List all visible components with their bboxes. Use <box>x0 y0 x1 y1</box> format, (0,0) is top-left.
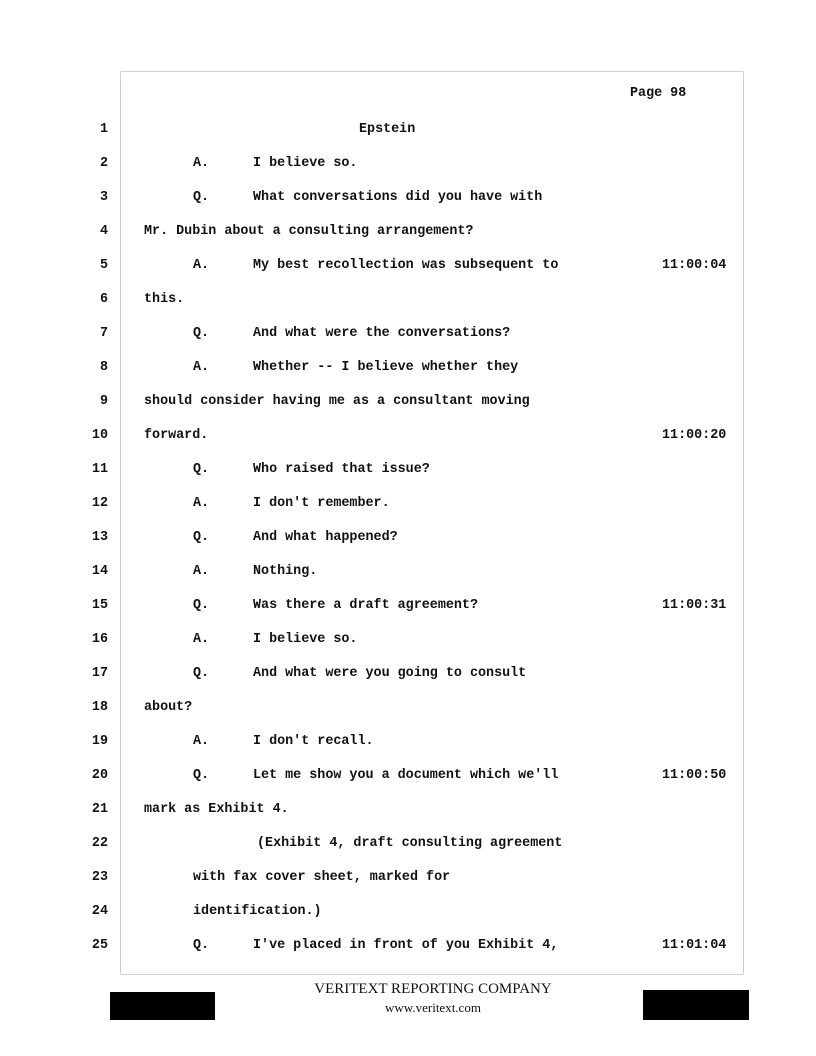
line-number: 1 <box>99 122 108 137</box>
line-text: about? <box>144 700 193 715</box>
line-number: 9 <box>99 394 108 409</box>
line-number: 23 <box>91 870 108 885</box>
line-number: 4 <box>99 224 108 239</box>
line-text: with fax cover sheet, marked for <box>193 870 451 885</box>
speaker-label: A. <box>193 632 210 647</box>
line-text: Was there a draft agreement? <box>253 598 478 613</box>
speaker-label: Q. <box>193 598 210 613</box>
timestamp: 11:00:20 <box>662 428 727 443</box>
line-text: I don't recall. <box>253 734 374 749</box>
line-number: 16 <box>91 632 108 647</box>
line-number: 20 <box>91 768 108 783</box>
line-text: Nothing. <box>253 564 318 579</box>
line-number: 7 <box>99 326 108 341</box>
line-text: (Exhibit 4, draft consulting agreement <box>257 836 563 851</box>
line-number: 12 <box>91 496 108 511</box>
speaker-label: Q. <box>193 768 210 783</box>
line-number: 19 <box>91 734 108 749</box>
speaker-label: A. <box>193 564 210 579</box>
line-text: I believe so. <box>253 156 358 171</box>
line-number: 21 <box>91 802 108 817</box>
speaker-label: A. <box>193 496 210 511</box>
line-number: 22 <box>91 836 108 851</box>
line-text: What conversations did you have with <box>253 190 543 205</box>
line-number: 25 <box>91 938 108 953</box>
speaker-label: A. <box>193 360 210 375</box>
line-text: forward. <box>144 428 209 443</box>
speaker-label: Q. <box>193 462 210 477</box>
speaker-label: Q. <box>193 326 210 341</box>
speaker-label: A. <box>193 156 210 171</box>
page-number: Page 98 <box>630 86 687 101</box>
line-number: 8 <box>99 360 108 375</box>
line-number: 2 <box>99 156 108 171</box>
footer-website: www.veritext.com <box>385 1000 481 1015</box>
line-text: mark as Exhibit 4. <box>144 802 289 817</box>
line-text: this. <box>144 292 185 307</box>
timestamp: 11:01:04 <box>662 938 727 953</box>
speaker-label: A. <box>193 258 210 273</box>
line-text: And what happened? <box>253 530 398 545</box>
timestamp: 11:00:31 <box>662 598 727 613</box>
speaker-label: Q. <box>193 938 210 953</box>
speaker-label: Q. <box>193 190 210 205</box>
line-text: Who raised that issue? <box>253 462 430 477</box>
line-text: Let me show you a document which we'll <box>253 768 559 783</box>
line-text: And what were the conversations? <box>253 326 511 341</box>
line-number: 15 <box>91 598 108 613</box>
line-text: I've placed in front of you Exhibit 4, <box>253 938 559 953</box>
line-number: 3 <box>99 190 108 205</box>
line-text: identification.) <box>193 904 322 919</box>
line-text: My best recollection was subsequent to <box>253 258 559 273</box>
line-text: should consider having me as a consultant moving <box>144 394 530 409</box>
line-number: 5 <box>99 258 108 273</box>
timestamp: 11:00:50 <box>662 768 727 783</box>
line-number: 24 <box>91 904 108 919</box>
line-number: 18 <box>91 700 108 715</box>
line-text: Epstein <box>359 122 416 137</box>
speaker-label: A. <box>193 734 210 749</box>
line-number: 13 <box>91 530 108 545</box>
line-text: Whether -- I believe whether they <box>253 360 519 375</box>
timestamp: 11:00:04 <box>662 258 727 273</box>
line-number: 10 <box>91 428 108 443</box>
line-number: 17 <box>91 666 108 681</box>
line-text: I believe so. <box>253 632 358 647</box>
line-number: 11 <box>91 462 108 477</box>
line-text: Mr. Dubin about a consulting arrangement? <box>144 224 474 239</box>
line-text: And what were you going to consult <box>253 666 527 681</box>
line-number: 14 <box>91 564 108 579</box>
line-number: 6 <box>99 292 108 307</box>
line-text: I don't remember. <box>253 496 390 511</box>
speaker-label: Q. <box>193 530 210 545</box>
speaker-label: Q. <box>193 666 210 681</box>
footer-company: VERITEXT REPORTING COMPANY <box>314 981 552 997</box>
